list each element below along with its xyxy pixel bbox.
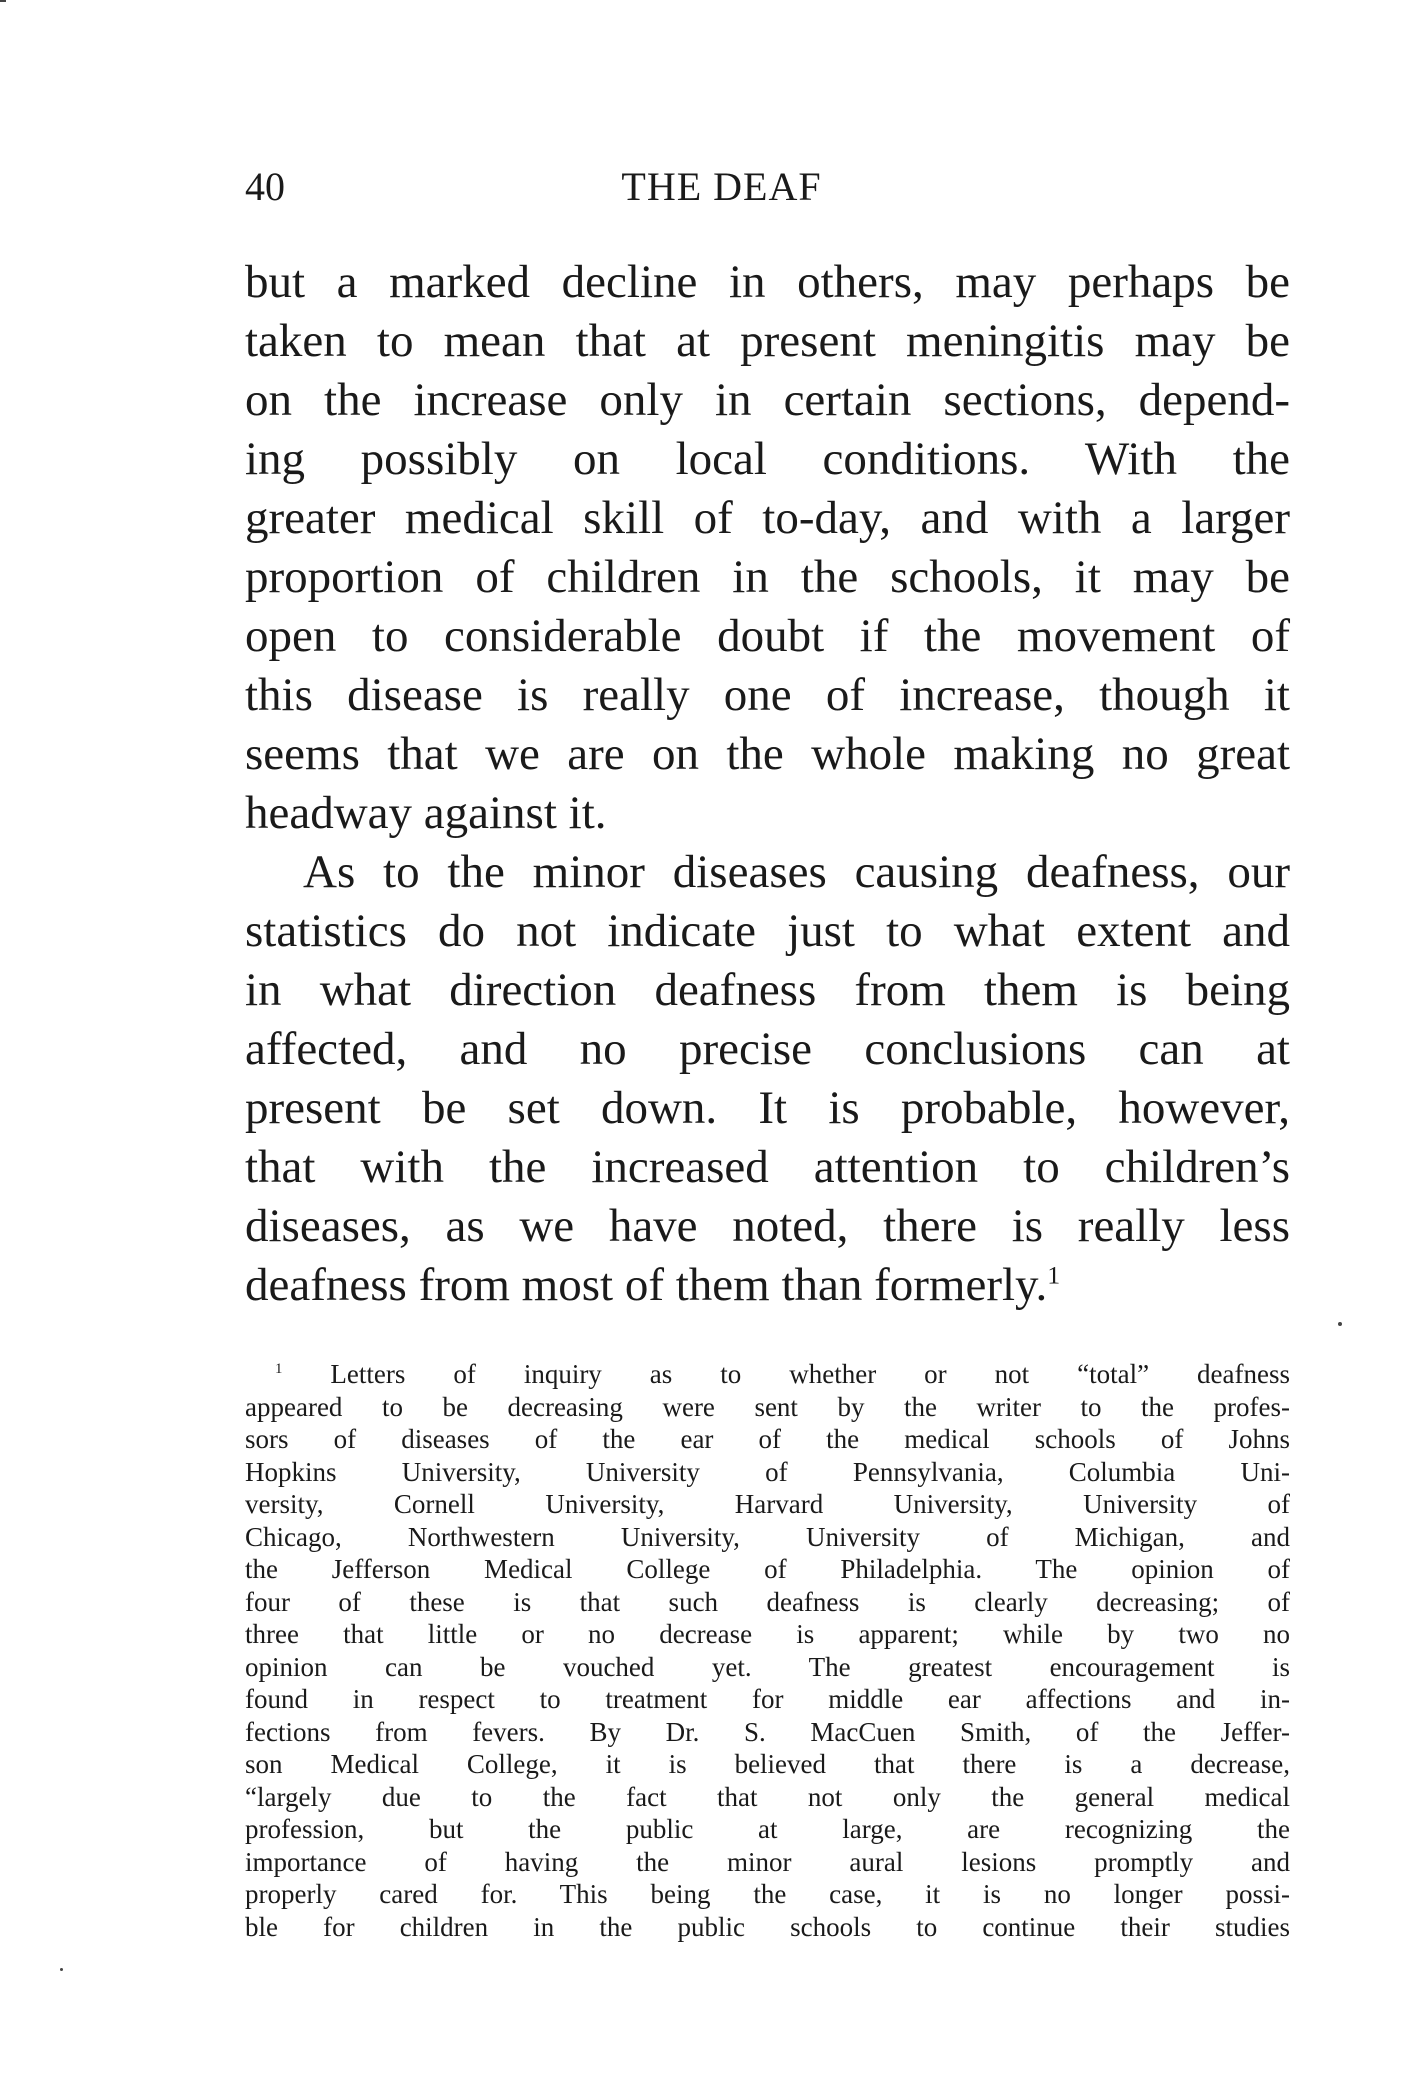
body-line: present be set down. It is probable, however, <box>245 1082 1290 1134</box>
footnote-reference[interactable]: 1 <box>1047 1260 1061 1290</box>
body-text <box>245 253 1290 1315</box>
footnote-line: properly cared for. This being the case, it is no longer possi- <box>245 1879 1290 1909</box>
body-line: diseases, as we have noted, there is really less <box>245 1200 1290 1252</box>
footnote-line: four of these is that such deafness is clearly decreasing; of <box>245 1586 1290 1617</box>
footnote-line: son Medical College, it is believed that there is a decrease, <box>245 1749 1290 1779</box>
running-head: THE DEAF <box>621 164 822 209</box>
scan-speck <box>0 0 6 2</box>
footnote-line: profession, but the public at large, are recognizing the <box>245 1814 1290 1844</box>
body-line: seems that we are on the whole making no great <box>245 728 1290 780</box>
footnote-line: found in respect to treatment for middle ear affections and in- <box>245 1684 1290 1714</box>
body-line: that with the increased attention to children’s <box>245 1141 1290 1193</box>
scan-speck <box>60 1968 63 1971</box>
body-line: this disease is really one of increase, though it <box>245 669 1290 721</box>
footnote-line: sors of diseases of the ear of the medical schools of Johns <box>245 1424 1290 1454</box>
footnote-line: Chicago, Northwestern University, University of Michigan, and <box>245 1521 1290 1552</box>
footnote-line: versity, Cornell University, Harvard University, University of <box>245 1489 1290 1519</box>
footnote-line: opinion can be vouched yet. The greatest encouragement is <box>245 1651 1290 1682</box>
body-line: taken to mean that at present meningitis may be <box>245 315 1290 367</box>
footnote-line: importance of having the minor aural lesions promptly and <box>245 1846 1290 1877</box>
body-line: on the increase only in certain sections, depend- <box>245 374 1290 426</box>
footnote-line: “largely due to the fact that not only the general medical <box>245 1781 1290 1812</box>
body-line: proportion of children in the schools, it may be <box>245 551 1290 603</box>
body-line: in what direction deafness from them is being <box>245 964 1290 1016</box>
footnote-line: Hopkins University, University of Pennsylvania, Columbia Uni- <box>245 1456 1290 1487</box>
body-line: statistics do not indicate just to what extent and <box>245 905 1290 957</box>
footnote-line: appeared to be decreasing were sent by the writer to the profes- <box>245 1391 1290 1422</box>
footnote-marker: 1 <box>275 1361 283 1377</box>
body-line: greater medical skill of to-day, and with a larger <box>245 492 1290 544</box>
body-line-final <box>245 1256 1290 1315</box>
body-line: affected, and no precise conclusions can at <box>245 1023 1290 1075</box>
body-line: open to considerable doubt if the movement of <box>245 610 1290 662</box>
body-line: but a marked decline in others, may perhaps be <box>245 256 1290 308</box>
body-line: As to the minor diseases causing deafness, our <box>303 846 1290 898</box>
body-line: headway against it. <box>245 787 607 839</box>
footnote-line-text: Letters of inquiry as to whether or not “total” deafness <box>330 1359 1291 1389</box>
footnote-line: ble for children in the public schools to continue their studies <box>245 1911 1290 1942</box>
footnote-line: three that little or no decrease is apparent; while by two no <box>245 1619 1290 1649</box>
body-line-text: deafness from most of them than formerly. <box>245 1259 1048 1311</box>
footnote-line: the Jefferson Medical College of Philadelphia. The opinion of <box>245 1554 1290 1584</box>
footnote-line: fections from fevers. By Dr. S. MacCuen Smith, of the Jeffer- <box>245 1716 1290 1747</box>
body-line: ing possibly on local conditions. With the <box>245 433 1290 485</box>
footnote-line-first <box>245 1358 1290 1391</box>
page-number: 40 <box>245 164 285 209</box>
scan-speck <box>1338 1322 1342 1326</box>
footnote <box>245 1358 1290 1943</box>
